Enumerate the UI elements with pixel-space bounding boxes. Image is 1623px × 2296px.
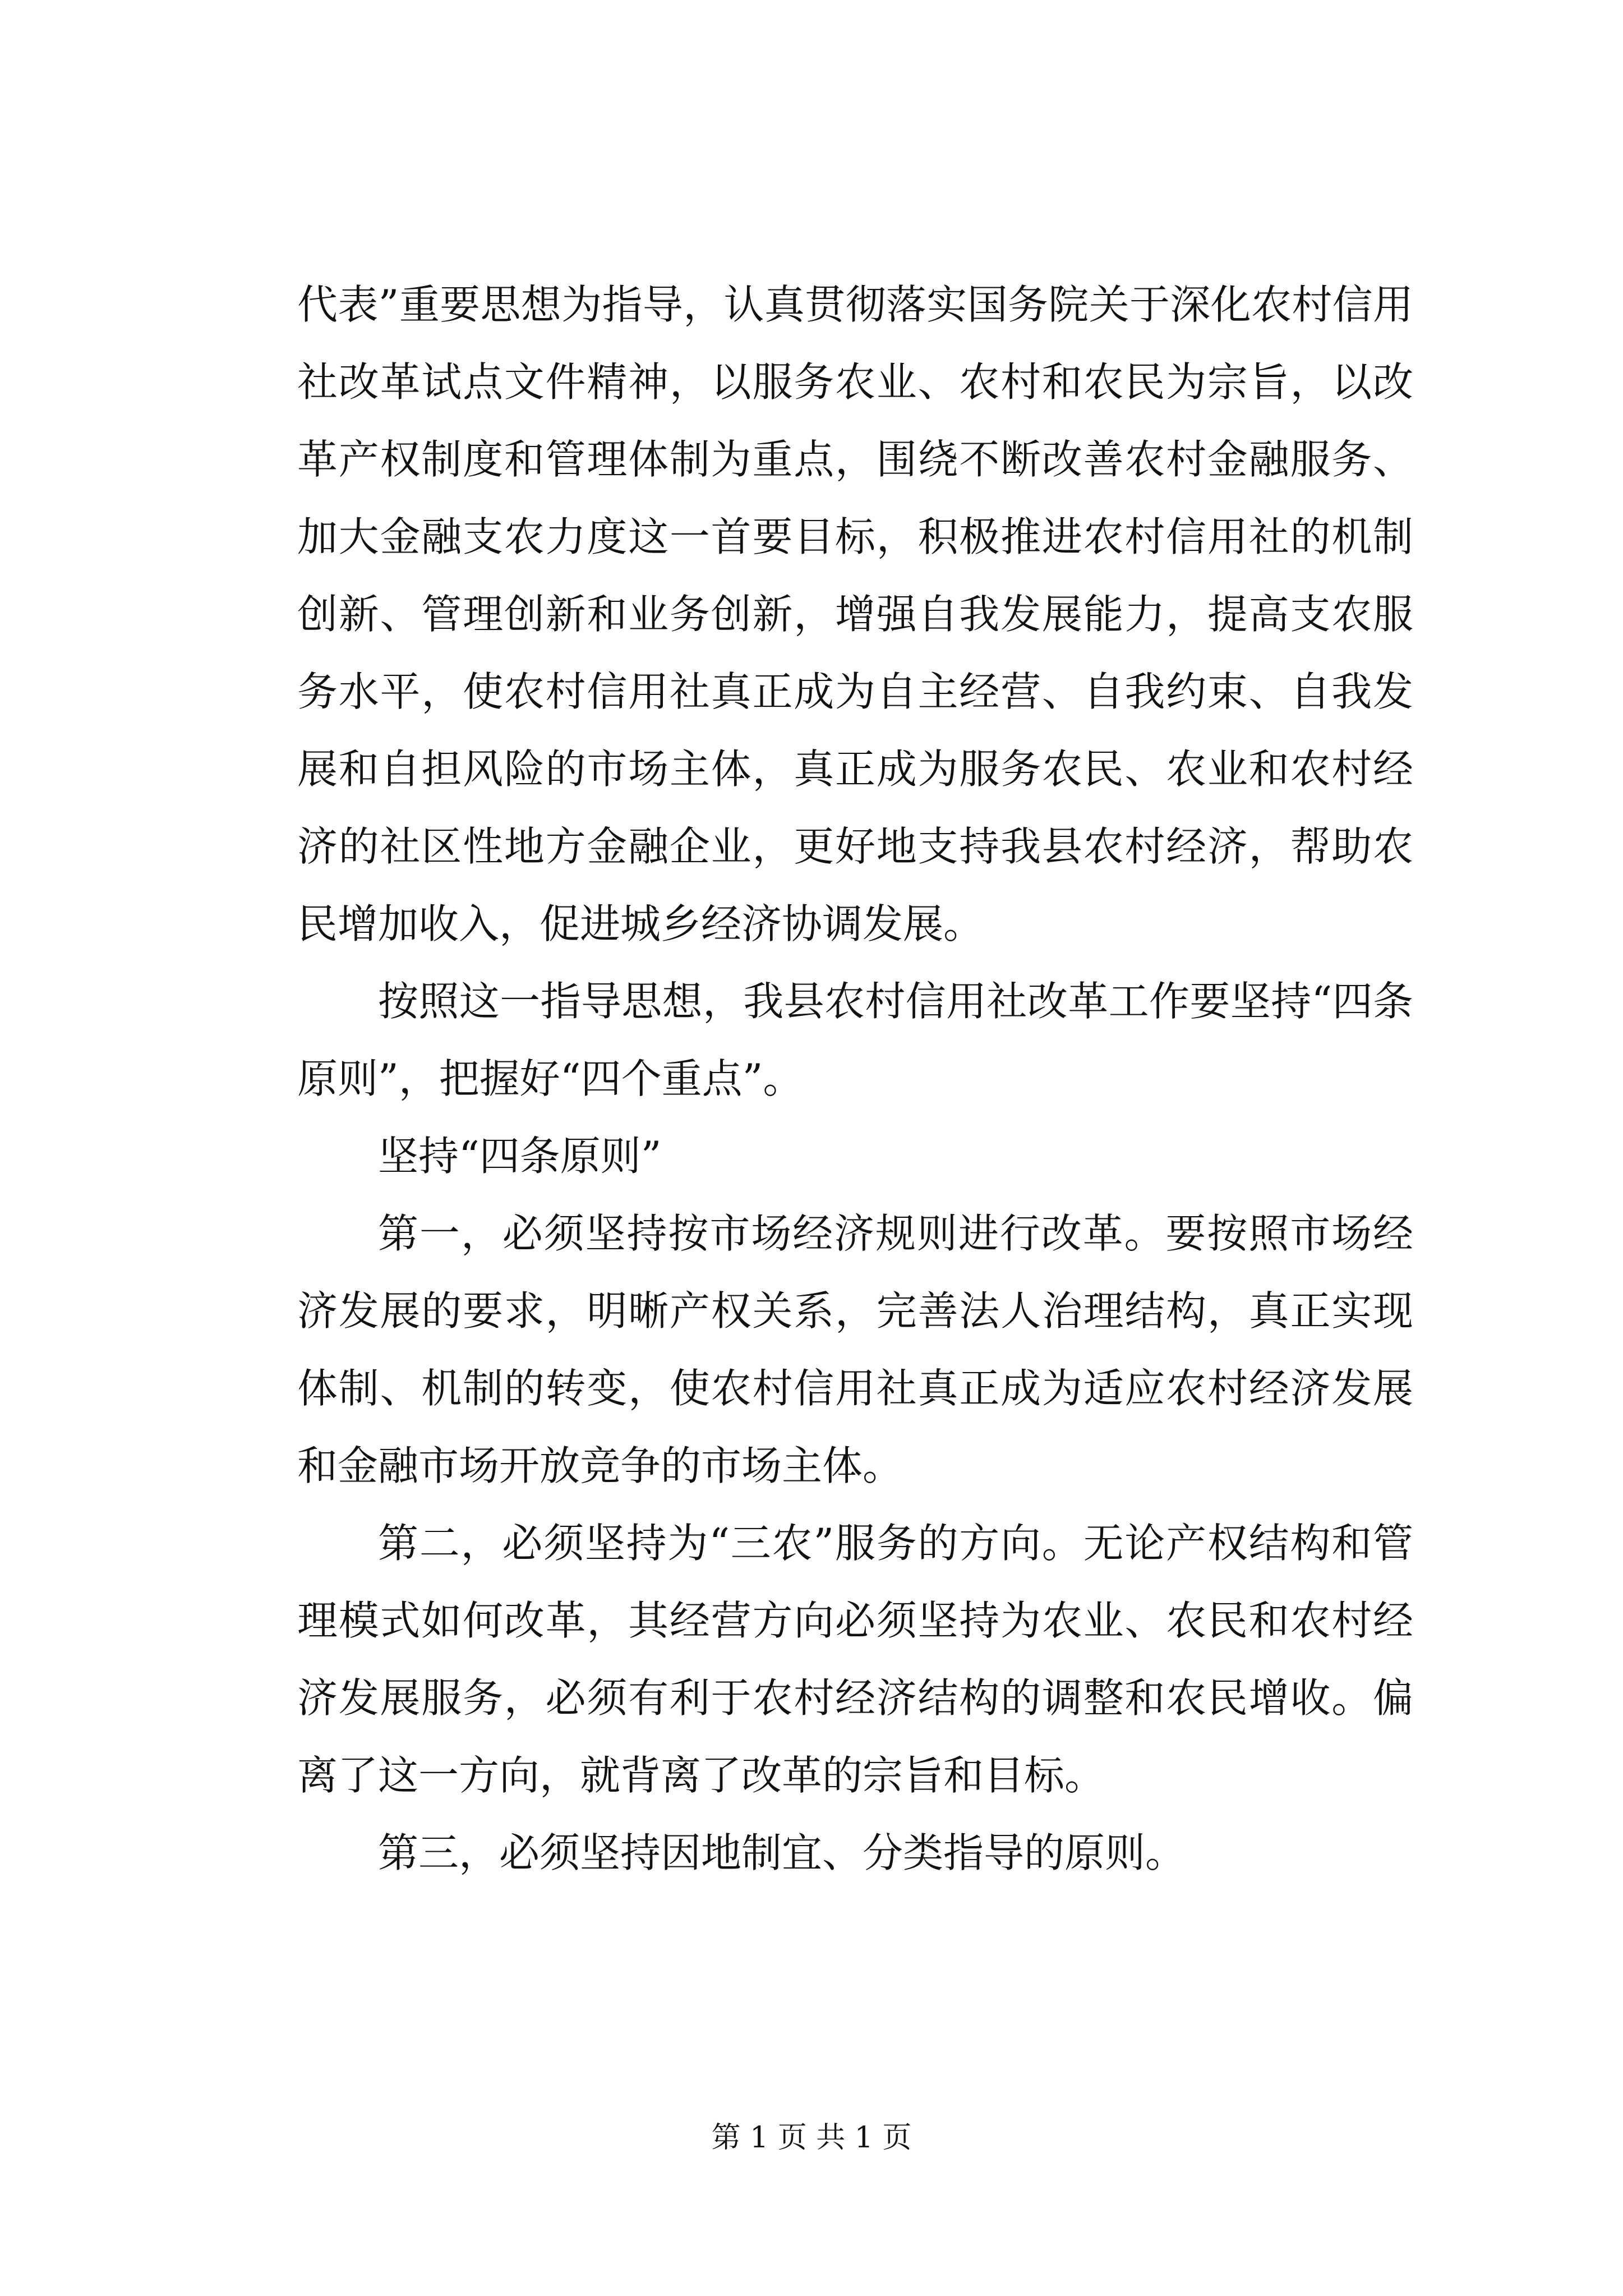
page-footer: 第 1 页 共 1 页: [711, 2121, 912, 2155]
document-body: [297, 266, 1413, 1892]
section-heading-four-principles: 坚持“四条原则”: [378, 1133, 662, 1180]
paragraph-principle-2: 第二，必须坚持为“三农”服务的方向。无论产权结构和管理模式如何改革，其经营方向必须坚持为农业、农民和农村经济发展服务，必须有利于农村经济结构的调整和农民增收。偏离了这一方向，就背离了改革的宗旨和目标。: [297, 1520, 1413, 1799]
paragraph-principle-3: 第三，必须坚持因地制宜、分类指导的原则。: [378, 1829, 1186, 1876]
paragraph-1: 代表”重要思想为指导，认真贯彻落实国务院关于深化农村信用社改革试点文件精神，以服务农业、农村和农民为宗旨，以改革产权制度和管理体制为重点，围绕不断改善农村金融服务、加大金融支农力度这一首要目标，积极推进农村信用社的机制创新、管理创新和业务创新，增强自我发展能力，提高支农服务水平，使农村信用社真正成为自主经营、自我约束、自我发展和自担风险的市场主体，真正成为服务农民、农业和农村经济的社区性地方金融企业，更好地支持我县农村经济，帮助农民增加收入，促进城乡经济协调发展。: [297, 281, 1413, 947]
paragraph-2: 按照这一指导思想，我县农村信用社改革工作要坚持“四条原则”，把握好“四个重点”。: [297, 978, 1413, 1102]
paragraph-principle-1: 第一，必须坚持按市场经济规则进行改革。要按照市场经济发展的要求，明晰产权关系，完善法人治理结构，真正实现体制、机制的转变，使农村信用社真正成为适应农村经济发展和金融市场开放竞争的市场主体。: [297, 1210, 1413, 1489]
